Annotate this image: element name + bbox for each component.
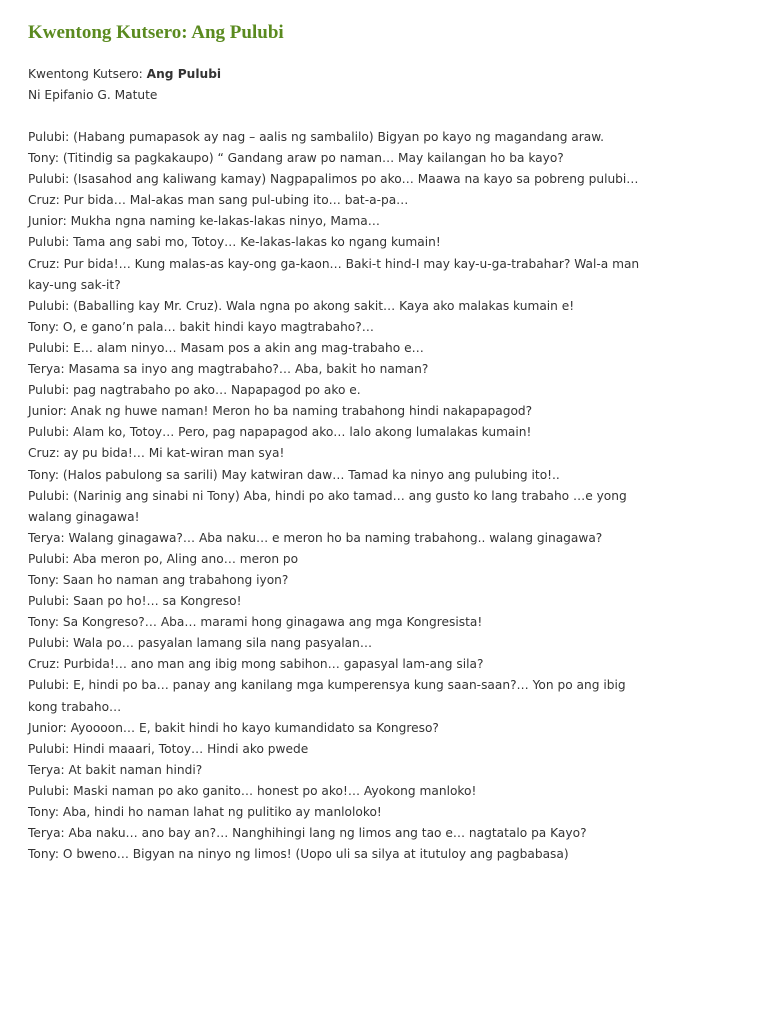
- dialogue-line: Pulubi: (Habang pumapasok ay nag – aalis ng sambalilo) Bigyan po kayo ng magandang araw.: [28, 130, 604, 144]
- dialogue-line: Tony: (Halos pabulong sa sarili) May katwiran daw… Tamad ka ninyo ang pulubing ito!..: [28, 467, 560, 482]
- dialogue-line: Tony: Aba, hindi ho naman lahat ng pulitiko ay manloloko!: [28, 805, 382, 819]
- dialogue-line: Pulubi: Hindi maaari, Totoy… Hindi ako pwede: [28, 741, 309, 756]
- dialogue-line: Pulubi: Wala po… pasyalan lamang sila nang pasyalan…: [28, 636, 373, 651]
- dialogue-line: Cruz: Pur bida!… Kung malas-as kay-ong ga-kaon… Baki-t hind-I may kay-u-ga-trabahar? Wal-a man kay-ung sak-it?: [28, 256, 640, 292]
- dialogue-line: Tony: (Titindig sa pagkakaupo) “ Gandang araw po naman… May kailangan ho ba kayo?: [28, 151, 564, 166]
- dialogue-line: Pulubi: Alam ko, Totoy… Pero, pag napapagod ako… lalo akong lumalakas kumain!: [28, 425, 532, 440]
- dialogue-line: Terya: At bakit naman hindi?: [28, 762, 203, 777]
- dialogue-line: Junior: Ayoooon… E, bakit hindi ho kayo kumandidato sa Kongreso?: [28, 720, 439, 735]
- dialogue-body: [28, 127, 640, 865]
- dialogue-line: Pulubi: Saan po ho!… sa Kongreso!: [28, 594, 242, 609]
- dialogue-line: Terya: Walang ginagawa?… Aba naku… e meron ho ba naming trabahong.. walang ginagawa?: [28, 530, 603, 545]
- dialogue-line: Junior: Mukha ngna naming ke-lakas-lakas ninyo, Mama…: [28, 214, 380, 229]
- dialogue-line: Pulubi: pag nagtrabaho po ako… Napapagod po ako e.: [28, 383, 361, 398]
- dialogue-line: Cruz: Purbida!… ano man ang ibig mong sabihon… gapasyal lam-ang sila?: [28, 657, 484, 672]
- dialogue-line: Terya: Masama sa inyo ang magtrabaho?… Aba, bakit ho naman?: [28, 362, 429, 377]
- dialogue-line: Pulubi: Aba meron po, Aling ano… meron po: [28, 551, 299, 566]
- dialogue-line: Junior: Anak ng huwe naman! Meron ho ba naming trabahong hindi nakapapagod?: [28, 404, 533, 419]
- dialogue-line: Pulubi: E, hindi po ba… panay ang kanilang mga kumperensya kung saan-saan?… Yon po ang ibig kong trabaho…: [28, 678, 626, 714]
- dialogue-line: Tony: Sa Kongreso?… Aba… marami hong ginagawa ang mga Kongresista!: [28, 615, 483, 630]
- author-line: Ni Epifanio G. Matute: [28, 88, 158, 102]
- dialogue-line: Cruz: Pur bida… Mal-akas man sang pul-ubing ito… bat-a-pa…: [28, 193, 409, 208]
- dialogue-line: Pulubi: Tama ang sabi mo, Totoy… Ke-lakas-lakas ko ngang kumain!: [28, 235, 441, 250]
- dialogue-line: Pulubi: (Isasahod ang kaliwang kamay) Nagpapalimos po ako… Maawa na kayo sa pobreng pulubi…: [28, 172, 639, 187]
- dialogue-line: Tony: Saan ho naman ang trabahong iyon?: [28, 572, 289, 587]
- dialogue-line: Pulubi: E… alam ninyo… Masam pos a akin ang mag-trabaho e…: [28, 340, 424, 355]
- dialogue-line: Pulubi: Maski naman po ako ganito… honest po ako!… Ayokong manloko!: [28, 783, 477, 798]
- article-meta: [28, 64, 640, 106]
- dialogue-line: Terya: Aba naku… ano bay an?… Nanghihingi lang ng limos ang tao e… nagtatalo pa Kayo?: [28, 826, 587, 841]
- dialogue-line: Tony: O bweno… Bigyan na ninyo ng limos! (Uopo uli sa silya at itutuloy ang pagbabasa): [28, 847, 569, 862]
- dialogue-line: Cruz: ay pu bida!… Mi kat-wiran man sya!: [28, 446, 285, 461]
- dialogue-line: Pulubi: (Narinig ang sinabi ni Tony) Aba, hindi po ako tamad… ang gusto ko lang trabaho …e yong walang ginagawa!: [28, 488, 627, 524]
- series-line: [28, 64, 640, 85]
- dialogue-line: Pulubi: (Baballing kay Mr. Cruz). Wala ngna po akong sakit… Kaya ako malakas kumain e!: [28, 298, 575, 313]
- series-prefix: Kwentong Kutsero:: [28, 67, 147, 81]
- dialogue-line: Tony: O, e gano’n pala… bakit hindi kayo magtrabaho?…: [28, 319, 374, 334]
- series-title: Ang Pulubi: [146, 67, 222, 81]
- article: [28, 0, 640, 865]
- page-title: Kwentong Kutsero: Ang Pulubi: [28, 22, 284, 43]
